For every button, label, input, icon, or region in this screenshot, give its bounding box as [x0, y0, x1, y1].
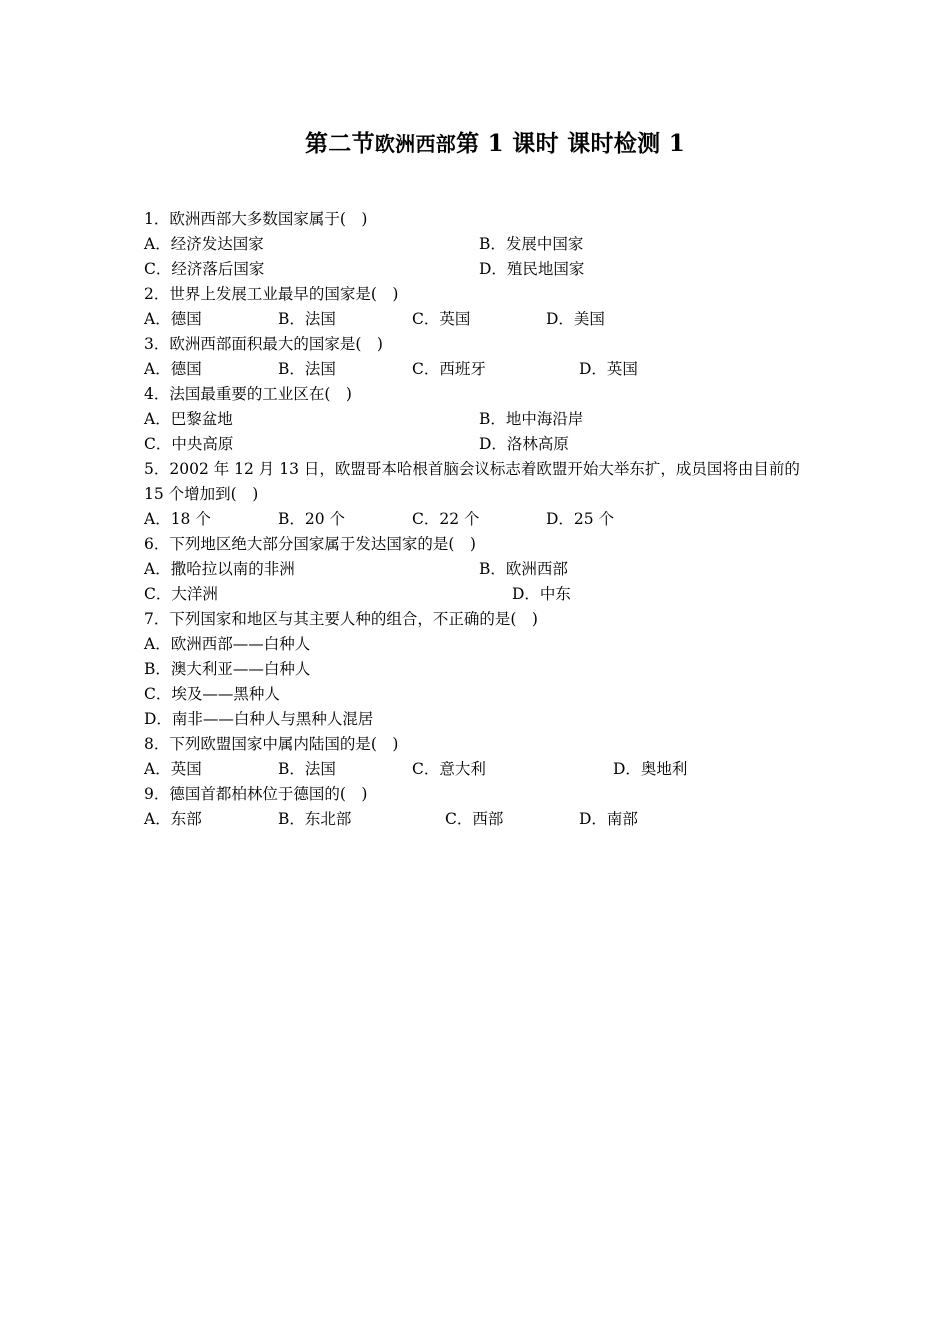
option-b: B．发展中国家 [479, 235, 584, 253]
option-a: A．德国 [144, 360, 202, 378]
option-d: D．25 个 [546, 510, 615, 528]
question-stem: 4．法国最重要的工业区在( ) [144, 385, 352, 403]
title-section: 第二节 [304, 130, 375, 157]
question-stem: 2．世界上发展工业最早的国家是( ) [144, 285, 399, 303]
option-c: C．西部 [445, 810, 504, 828]
option-d: D．南非——白种人与黑种人混居 [144, 710, 374, 728]
option-d: D．洛林高原 [479, 435, 569, 453]
question-stem: 9．德国首都柏林位于德国的( ) [144, 785, 368, 803]
option-c: C．意大利 [412, 760, 486, 778]
question-list [144, 207, 810, 832]
question-stem: 3．欧洲西部面积最大的国家是( ) [144, 335, 383, 353]
option-row [144, 307, 810, 332]
option-d: D．殖民地国家 [479, 260, 585, 278]
option-c: C．英国 [412, 310, 471, 328]
option-a: A．巴黎盆地 [144, 410, 233, 428]
option-c: C．经济落后国家 [144, 260, 265, 278]
option-b: B．澳大利亚——白种人 [144, 660, 311, 678]
option-b: B．法国 [278, 360, 336, 378]
option-a: A．东部 [144, 810, 202, 828]
option-b: B．20 个 [278, 510, 346, 528]
title-lesson: 第 1 课时 课时检测 1 [456, 130, 686, 157]
page-title [0, 128, 950, 160]
option-d: D．中东 [512, 585, 571, 603]
option-row [144, 507, 810, 532]
option-a: A．经济发达国家 [144, 235, 264, 253]
question-stem: 7．下列国家和地区与其主要人种的组合，不正确的是( ) [144, 610, 538, 628]
option-row [144, 232, 810, 257]
option-a: A．欧洲西部——白种人 [144, 635, 311, 653]
option-row [144, 407, 810, 432]
option-c: C．中央高原 [144, 435, 234, 453]
option-d: D．英国 [579, 360, 638, 378]
option-b: B．东北部 [278, 810, 352, 828]
option-row [144, 757, 810, 782]
option-row [144, 582, 810, 607]
option-c: C．大洋洲 [144, 585, 218, 603]
question-stem: 8．下列欧盟国家中属内陆国的是( ) [144, 735, 399, 753]
option-row [144, 257, 810, 282]
option-a: A．18 个 [144, 510, 211, 528]
question-stem: 5．2002 年 12 月 13 日，欧盟哥本哈根首脑会议标志着欧盟开始大举东扩，成员国将由目前的 15 个增加到( ) [144, 460, 800, 503]
question-stem: 1．欧洲西部大多数国家属于( ) [144, 210, 368, 228]
option-a: A．德国 [144, 310, 202, 328]
option-d: D．美国 [546, 310, 605, 328]
option-b: B．地中海沿岸 [479, 410, 584, 428]
option-c: C．埃及——黑种人 [144, 685, 280, 703]
option-d: D．南部 [579, 810, 638, 828]
option-row [144, 807, 810, 832]
option-row [144, 432, 810, 457]
option-c: C．西班牙 [412, 360, 486, 378]
option-d: D．奥地利 [613, 760, 688, 778]
question-stem: 6．下列地区绝大部分国家属于发达国家的是( ) [144, 535, 476, 553]
option-b: B．法国 [278, 760, 336, 778]
option-row [144, 557, 810, 582]
option-a: A．英国 [144, 760, 202, 778]
option-a: A．撒哈拉以南的非洲 [144, 560, 295, 578]
option-b: B．法国 [278, 310, 336, 328]
title-topic: 欧洲西部 [374, 132, 457, 156]
option-c: C．22 个 [412, 510, 480, 528]
option-b: B．欧洲西部 [479, 560, 568, 578]
option-row [144, 357, 810, 382]
